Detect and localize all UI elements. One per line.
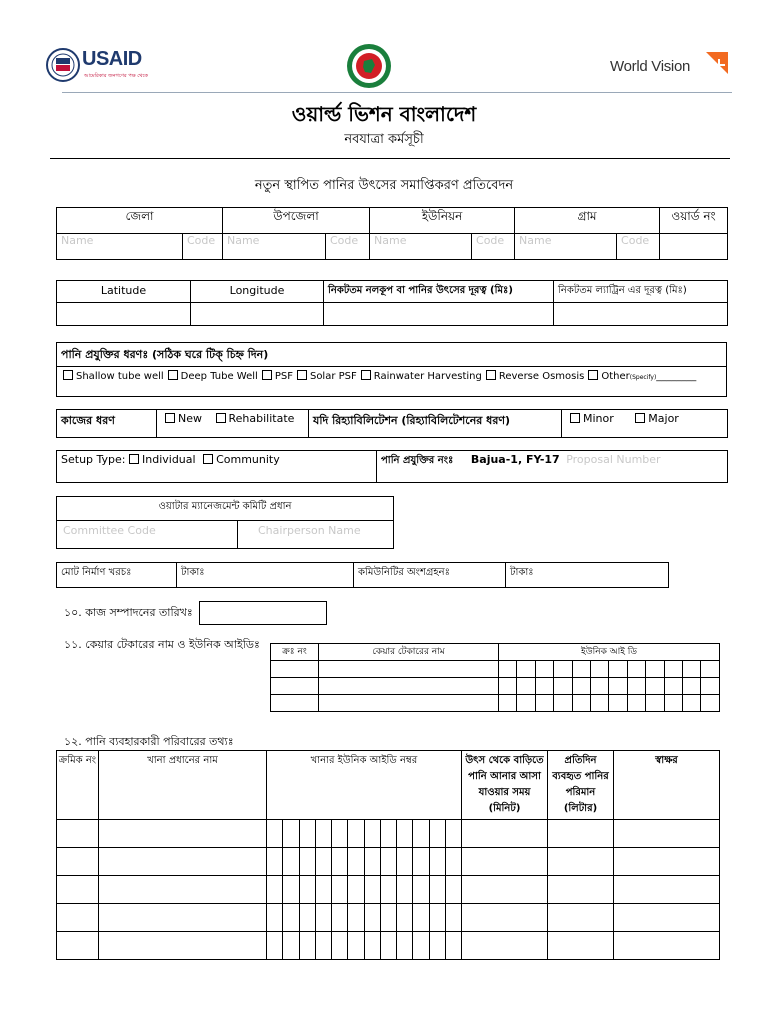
tech-number-label: পানি প্রযুক্তির নংঃ [381, 455, 454, 466]
id-digit-cell[interactable] [609, 678, 627, 695]
tubewell-distance-header: নিকটতম নলকূপ বা পানির উৎসের দূরত্ব (মিঃ) [324, 281, 554, 303]
id-digit-cell[interactable] [413, 904, 429, 932]
id-digit-cell[interactable] [646, 695, 664, 712]
technology-label: পানি প্রযুক্তির ধরণঃ (সঠিক ঘরে টিক্ চিহ্ন দিন) [57, 343, 727, 367]
id-digit-cell[interactable] [283, 848, 299, 876]
cell[interactable] [57, 904, 99, 932]
id-digit-cell[interactable] [267, 848, 283, 876]
id-digit-cell[interactable] [554, 678, 572, 695]
id-digit-cell[interactable] [609, 661, 627, 678]
daily-water-use-header: প্রতিদিন ব্যবহৃত পানির পরিমান (লিটার) [548, 751, 614, 820]
household-serial-header: ক্রমিক নং [57, 751, 99, 820]
household-id-header: খানার ইউনিক আইডি নম্বর [267, 751, 462, 820]
cell[interactable] [57, 876, 99, 904]
cell[interactable] [57, 848, 99, 876]
id-digit-cell[interactable] [397, 932, 413, 960]
id-digit-cell[interactable] [380, 876, 396, 904]
committee-header: ওয়াটার ম্যানেজমেন্ট কমিটি প্রধান [57, 497, 394, 521]
checkbox[interactable] [570, 413, 580, 423]
household-head-name-header: খানা প্রধানের নাম [99, 751, 267, 820]
id-digit-cell[interactable] [332, 820, 348, 848]
id-digit-cell[interactable] [683, 695, 701, 712]
id-digit-cell[interactable] [380, 932, 396, 960]
worldvision-star-icon [706, 52, 728, 74]
page-subtitle: নবযাত্রা কর্মসূচী [344, 132, 424, 147]
cell[interactable] [99, 820, 267, 848]
deep-tube-well-option[interactable]: Deep Tube Well [164, 371, 258, 382]
water-fetch-time-header: উৎস থেকে বাড়িতে পানি আনার আসা যাওয়ার সময় (মিনিট) [462, 751, 548, 820]
id-digit-cell[interactable] [364, 848, 380, 876]
cell[interactable] [548, 904, 614, 932]
id-digit-cell[interactable] [315, 876, 331, 904]
latitude-header: Latitude [57, 281, 191, 303]
latitude-field[interactable] [57, 303, 191, 326]
id-digit-cell[interactable] [283, 932, 299, 960]
id-digit-cell[interactable] [397, 876, 413, 904]
id-digit-cell[interactable] [283, 876, 299, 904]
id-digit-cell[interactable] [315, 904, 331, 932]
id-digit-cell[interactable] [348, 932, 364, 960]
checkbox[interactable] [297, 370, 307, 380]
id-digit-cell[interactable] [646, 661, 664, 678]
latrine-distance-field[interactable] [554, 303, 728, 326]
solar-psf-option[interactable]: Solar PSF [293, 371, 357, 382]
table-row [57, 904, 720, 932]
proposal-number-field[interactable]: Proposal Number [566, 453, 661, 466]
cell[interactable] [319, 695, 499, 712]
other-option[interactable]: Other [584, 371, 629, 382]
rehabilitate-option[interactable]: Rehabilitate [212, 412, 295, 425]
id-digit-cell[interactable] [517, 695, 535, 712]
id-digit-cell[interactable] [591, 695, 609, 712]
id-digit-cell[interactable] [380, 820, 396, 848]
location-table [56, 207, 728, 260]
coordinates-table [56, 280, 728, 326]
cell[interactable] [614, 904, 720, 932]
id-digit-cell[interactable] [429, 876, 445, 904]
psf-option[interactable]: PSF [258, 371, 293, 382]
usaid-wordmark: USAID [82, 48, 142, 70]
id-digit-cell[interactable] [554, 661, 572, 678]
cell[interactable] [462, 820, 548, 848]
table-row [57, 848, 720, 876]
id-digit-cell[interactable] [299, 904, 315, 932]
id-digit-cell[interactable] [572, 661, 590, 678]
district-name-field[interactable]: Name [57, 234, 183, 260]
work-type-options [157, 410, 309, 438]
id-digit-cell[interactable] [646, 678, 664, 695]
id-digit-cell[interactable] [332, 848, 348, 876]
checkbox[interactable] [486, 370, 496, 380]
id-digit-cell[interactable] [364, 932, 380, 960]
longitude-field[interactable] [191, 303, 324, 326]
individual-option[interactable]: Individual [129, 453, 196, 466]
checkbox[interactable] [588, 370, 598, 380]
id-digit-cell[interactable] [364, 876, 380, 904]
id-digit-cell[interactable] [397, 820, 413, 848]
cell[interactable] [57, 932, 99, 960]
id-digit-cell[interactable] [315, 820, 331, 848]
govt-seal-icon [346, 43, 392, 89]
cell[interactable] [462, 932, 548, 960]
id-digit-cell[interactable] [283, 820, 299, 848]
id-digit-cell[interactable] [397, 904, 413, 932]
cell[interactable] [319, 661, 499, 678]
work-type-label: কাজের ধরণ [57, 410, 157, 438]
cell[interactable] [548, 820, 614, 848]
table-row [271, 695, 720, 712]
caretaker-label: ১১. কেয়ার টেকারের নাম ও ইউনিক আইডিঃ [64, 638, 260, 651]
village-header: গ্রাম [515, 208, 660, 234]
committee-table [56, 496, 394, 549]
usaid-logo [46, 46, 166, 86]
rehab-type-label: যদি রিহ্যাবিলিটেশন (রিহ্যাবিলিটেশনের ধরণ) [309, 410, 562, 438]
cell[interactable] [99, 876, 267, 904]
id-digit-cell[interactable] [445, 876, 461, 904]
id-digit-cell[interactable] [535, 661, 553, 678]
caretaker-table [270, 643, 720, 712]
id-digit-cell[interactable] [380, 904, 396, 932]
id-digit-cell[interactable] [572, 678, 590, 695]
id-digit-cell[interactable] [299, 876, 315, 904]
ward-header: ওয়ার্ড নং [660, 208, 728, 234]
cell[interactable] [99, 932, 267, 960]
id-digit-cell[interactable] [445, 820, 461, 848]
work-type-table [56, 409, 728, 438]
id-digit-cell[interactable] [499, 661, 517, 678]
table-row [271, 661, 720, 678]
latrine-distance-header: নিকটতম ল্যাট্রিন এর দূরত্ব (মিঃ) [554, 281, 728, 303]
union-code-field[interactable]: Code [472, 234, 515, 260]
id-digit-cell[interactable] [413, 932, 429, 960]
id-digit-cell[interactable] [572, 695, 590, 712]
table-row [57, 932, 720, 960]
id-digit-cell[interactable] [348, 904, 364, 932]
cell[interactable] [462, 904, 548, 932]
completion-date-label: ১০. কাজ সম্পাদনের তারিখঃ [64, 606, 193, 619]
cost-table [56, 562, 669, 588]
cell[interactable] [548, 876, 614, 904]
id-digit-cell[interactable] [348, 876, 364, 904]
cell[interactable] [614, 876, 720, 904]
tech-number-value[interactable]: Bajua-1, FY-17 [470, 453, 560, 466]
cell[interactable] [99, 904, 267, 932]
cell[interactable] [462, 876, 548, 904]
cell[interactable] [271, 695, 319, 712]
technology-table [56, 342, 727, 397]
caretaker-serial-header: ক্রঃ নং [271, 644, 319, 661]
cell[interactable] [271, 661, 319, 678]
id-digit-cell[interactable] [499, 678, 517, 695]
cell[interactable] [614, 848, 720, 876]
id-digit-cell[interactable] [591, 661, 609, 678]
cell[interactable] [548, 848, 614, 876]
id-digit-cell[interactable] [535, 678, 553, 695]
cell[interactable] [99, 848, 267, 876]
cell[interactable] [548, 932, 614, 960]
reverse-osmosis-option[interactable]: Reverse Osmosis [482, 371, 585, 382]
table-row [57, 876, 720, 904]
tech-number-cell [377, 451, 728, 483]
header-divider [62, 92, 732, 93]
ward-field[interactable] [660, 234, 728, 260]
upazila-code-field[interactable]: Code [326, 234, 370, 260]
other-specify-blank: ________ [656, 371, 697, 382]
caretaker-name-header: কেয়ার টেকারের নাম [319, 644, 499, 661]
id-digit-cell[interactable] [413, 876, 429, 904]
id-digit-cell[interactable] [380, 848, 396, 876]
id-digit-cell[interactable] [332, 876, 348, 904]
minor-option[interactable]: Minor [566, 412, 614, 425]
id-digit-cell[interactable] [267, 904, 283, 932]
committee-code-field[interactable]: Committee Code [57, 521, 238, 549]
worldvision-wordmark: World Vision [610, 58, 691, 75]
usaid-seal-icon [46, 48, 80, 82]
caretaker-id-header: ইউনিক আই ডি [499, 644, 720, 661]
checkbox[interactable] [203, 454, 213, 464]
id-digit-cell[interactable] [535, 695, 553, 712]
cell[interactable] [614, 932, 720, 960]
id-digit-cell[interactable] [315, 848, 331, 876]
id-digit-cell[interactable] [701, 661, 720, 678]
household-table [56, 750, 720, 960]
form-title: নতুন স্থাপিত পানির উৎসের সমাপ্তিকরণ প্রতিবেদন [254, 178, 514, 193]
checkbox[interactable] [216, 413, 226, 423]
total-cost-taka[interactable]: টাকাঃ [177, 563, 354, 588]
id-digit-cell[interactable] [283, 904, 299, 932]
title-divider [50, 158, 730, 159]
rainwater-harvesting-option[interactable]: Rainwater Harvesting [357, 371, 482, 382]
id-digit-cell[interactable] [299, 848, 315, 876]
checkbox[interactable] [361, 370, 371, 380]
setup-table [56, 450, 728, 483]
district-code-field[interactable]: Code [183, 234, 223, 260]
setup-type-label: Setup Type: [61, 453, 126, 466]
signature-header: স্বাক্ষর [614, 751, 720, 820]
id-digit-cell[interactable] [267, 876, 283, 904]
bangladesh-govt-seal [346, 43, 392, 89]
community-share-taka[interactable]: টাকাঃ [506, 563, 669, 588]
id-digit-cell[interactable] [683, 678, 701, 695]
id-digit-cell[interactable] [627, 695, 645, 712]
major-option[interactable]: Major [631, 412, 679, 425]
cell[interactable] [57, 820, 99, 848]
checkbox[interactable] [635, 413, 645, 423]
id-digit-cell[interactable] [554, 695, 572, 712]
checkbox[interactable] [63, 370, 73, 380]
id-digit-cell[interactable] [348, 848, 364, 876]
id-digit-cell[interactable] [332, 932, 348, 960]
village-name-field[interactable]: Name [515, 234, 617, 260]
id-digit-cell[interactable] [591, 678, 609, 695]
cell[interactable] [319, 678, 499, 695]
id-digit-cell[interactable] [701, 695, 720, 712]
id-digit-cell[interactable] [445, 932, 461, 960]
id-digit-cell[interactable] [429, 932, 445, 960]
id-digit-cell[interactable] [445, 904, 461, 932]
page-title: ওয়ার্ল্ড ভিশন বাংলাদেশ [291, 102, 477, 126]
household-label: ১২. পানি ব্যবহারকারী পরিবারের তথ্যঃ [64, 735, 234, 748]
id-digit-cell[interactable] [397, 848, 413, 876]
district-header: জেলা [57, 208, 223, 234]
id-digit-cell[interactable] [364, 904, 380, 932]
union-header: ইউনিয়ন [370, 208, 515, 234]
id-digit-cell[interactable] [267, 932, 283, 960]
table-row [271, 678, 720, 695]
id-digit-cell[interactable] [683, 661, 701, 678]
technology-options [57, 367, 727, 397]
cell[interactable] [462, 848, 548, 876]
id-digit-cell[interactable] [299, 932, 315, 960]
id-digit-cell[interactable] [315, 932, 331, 960]
id-digit-cell[interactable] [664, 695, 682, 712]
id-digit-cell[interactable] [664, 678, 682, 695]
rehab-type-options [562, 410, 728, 438]
id-digit-cell[interactable] [429, 820, 445, 848]
checkbox[interactable] [168, 370, 178, 380]
cell[interactable] [271, 678, 319, 695]
usaid-tagline: আমেরিকার জনগণের পক্ষ থেকে [84, 73, 149, 79]
new-option[interactable]: New [161, 412, 202, 425]
completion-date-field[interactable] [199, 601, 327, 625]
village-code-field[interactable]: Code [617, 234, 660, 260]
checkbox[interactable] [262, 370, 272, 380]
total-cost-label: মোট নির্মাণ খরচঃ [57, 563, 177, 588]
longitude-header: Longitude [191, 281, 324, 303]
tubewell-distance-field[interactable] [324, 303, 554, 326]
id-digit-cell[interactable] [445, 848, 461, 876]
table-row [57, 820, 720, 848]
id-digit-cell[interactable] [267, 820, 283, 848]
id-digit-cell[interactable] [348, 820, 364, 848]
worldvision-logo [610, 52, 728, 80]
id-digit-cell[interactable] [364, 820, 380, 848]
id-digit-cell[interactable] [429, 848, 445, 876]
id-digit-cell[interactable] [664, 661, 682, 678]
other-specify-label: (Specify) [629, 374, 657, 381]
chairperson-name-field[interactable]: Chairperson Name [238, 521, 394, 549]
community-option[interactable]: Community [199, 453, 280, 466]
id-digit-cell[interactable] [429, 904, 445, 932]
id-digit-cell[interactable] [627, 661, 645, 678]
id-digit-cell[interactable] [499, 695, 517, 712]
id-digit-cell[interactable] [701, 678, 720, 695]
id-digit-cell[interactable] [413, 848, 429, 876]
checkbox[interactable] [165, 413, 175, 423]
id-digit-cell[interactable] [299, 820, 315, 848]
setup-type-cell [57, 451, 377, 483]
id-digit-cell[interactable] [517, 661, 535, 678]
id-digit-cell[interactable] [332, 904, 348, 932]
shallow-tube-well-option[interactable]: Shallow tube well [59, 371, 164, 382]
upazila-header: উপজেলা [223, 208, 370, 234]
id-digit-cell[interactable] [609, 695, 627, 712]
union-name-field[interactable]: Name [370, 234, 472, 260]
cell[interactable] [614, 820, 720, 848]
id-digit-cell[interactable] [517, 678, 535, 695]
id-digit-cell[interactable] [413, 820, 429, 848]
id-digit-cell[interactable] [627, 678, 645, 695]
community-share-label: কমিউনিটির অংশগ্রহনঃ [354, 563, 506, 588]
checkbox[interactable] [129, 454, 139, 464]
upazila-name-field[interactable]: Name [223, 234, 326, 260]
